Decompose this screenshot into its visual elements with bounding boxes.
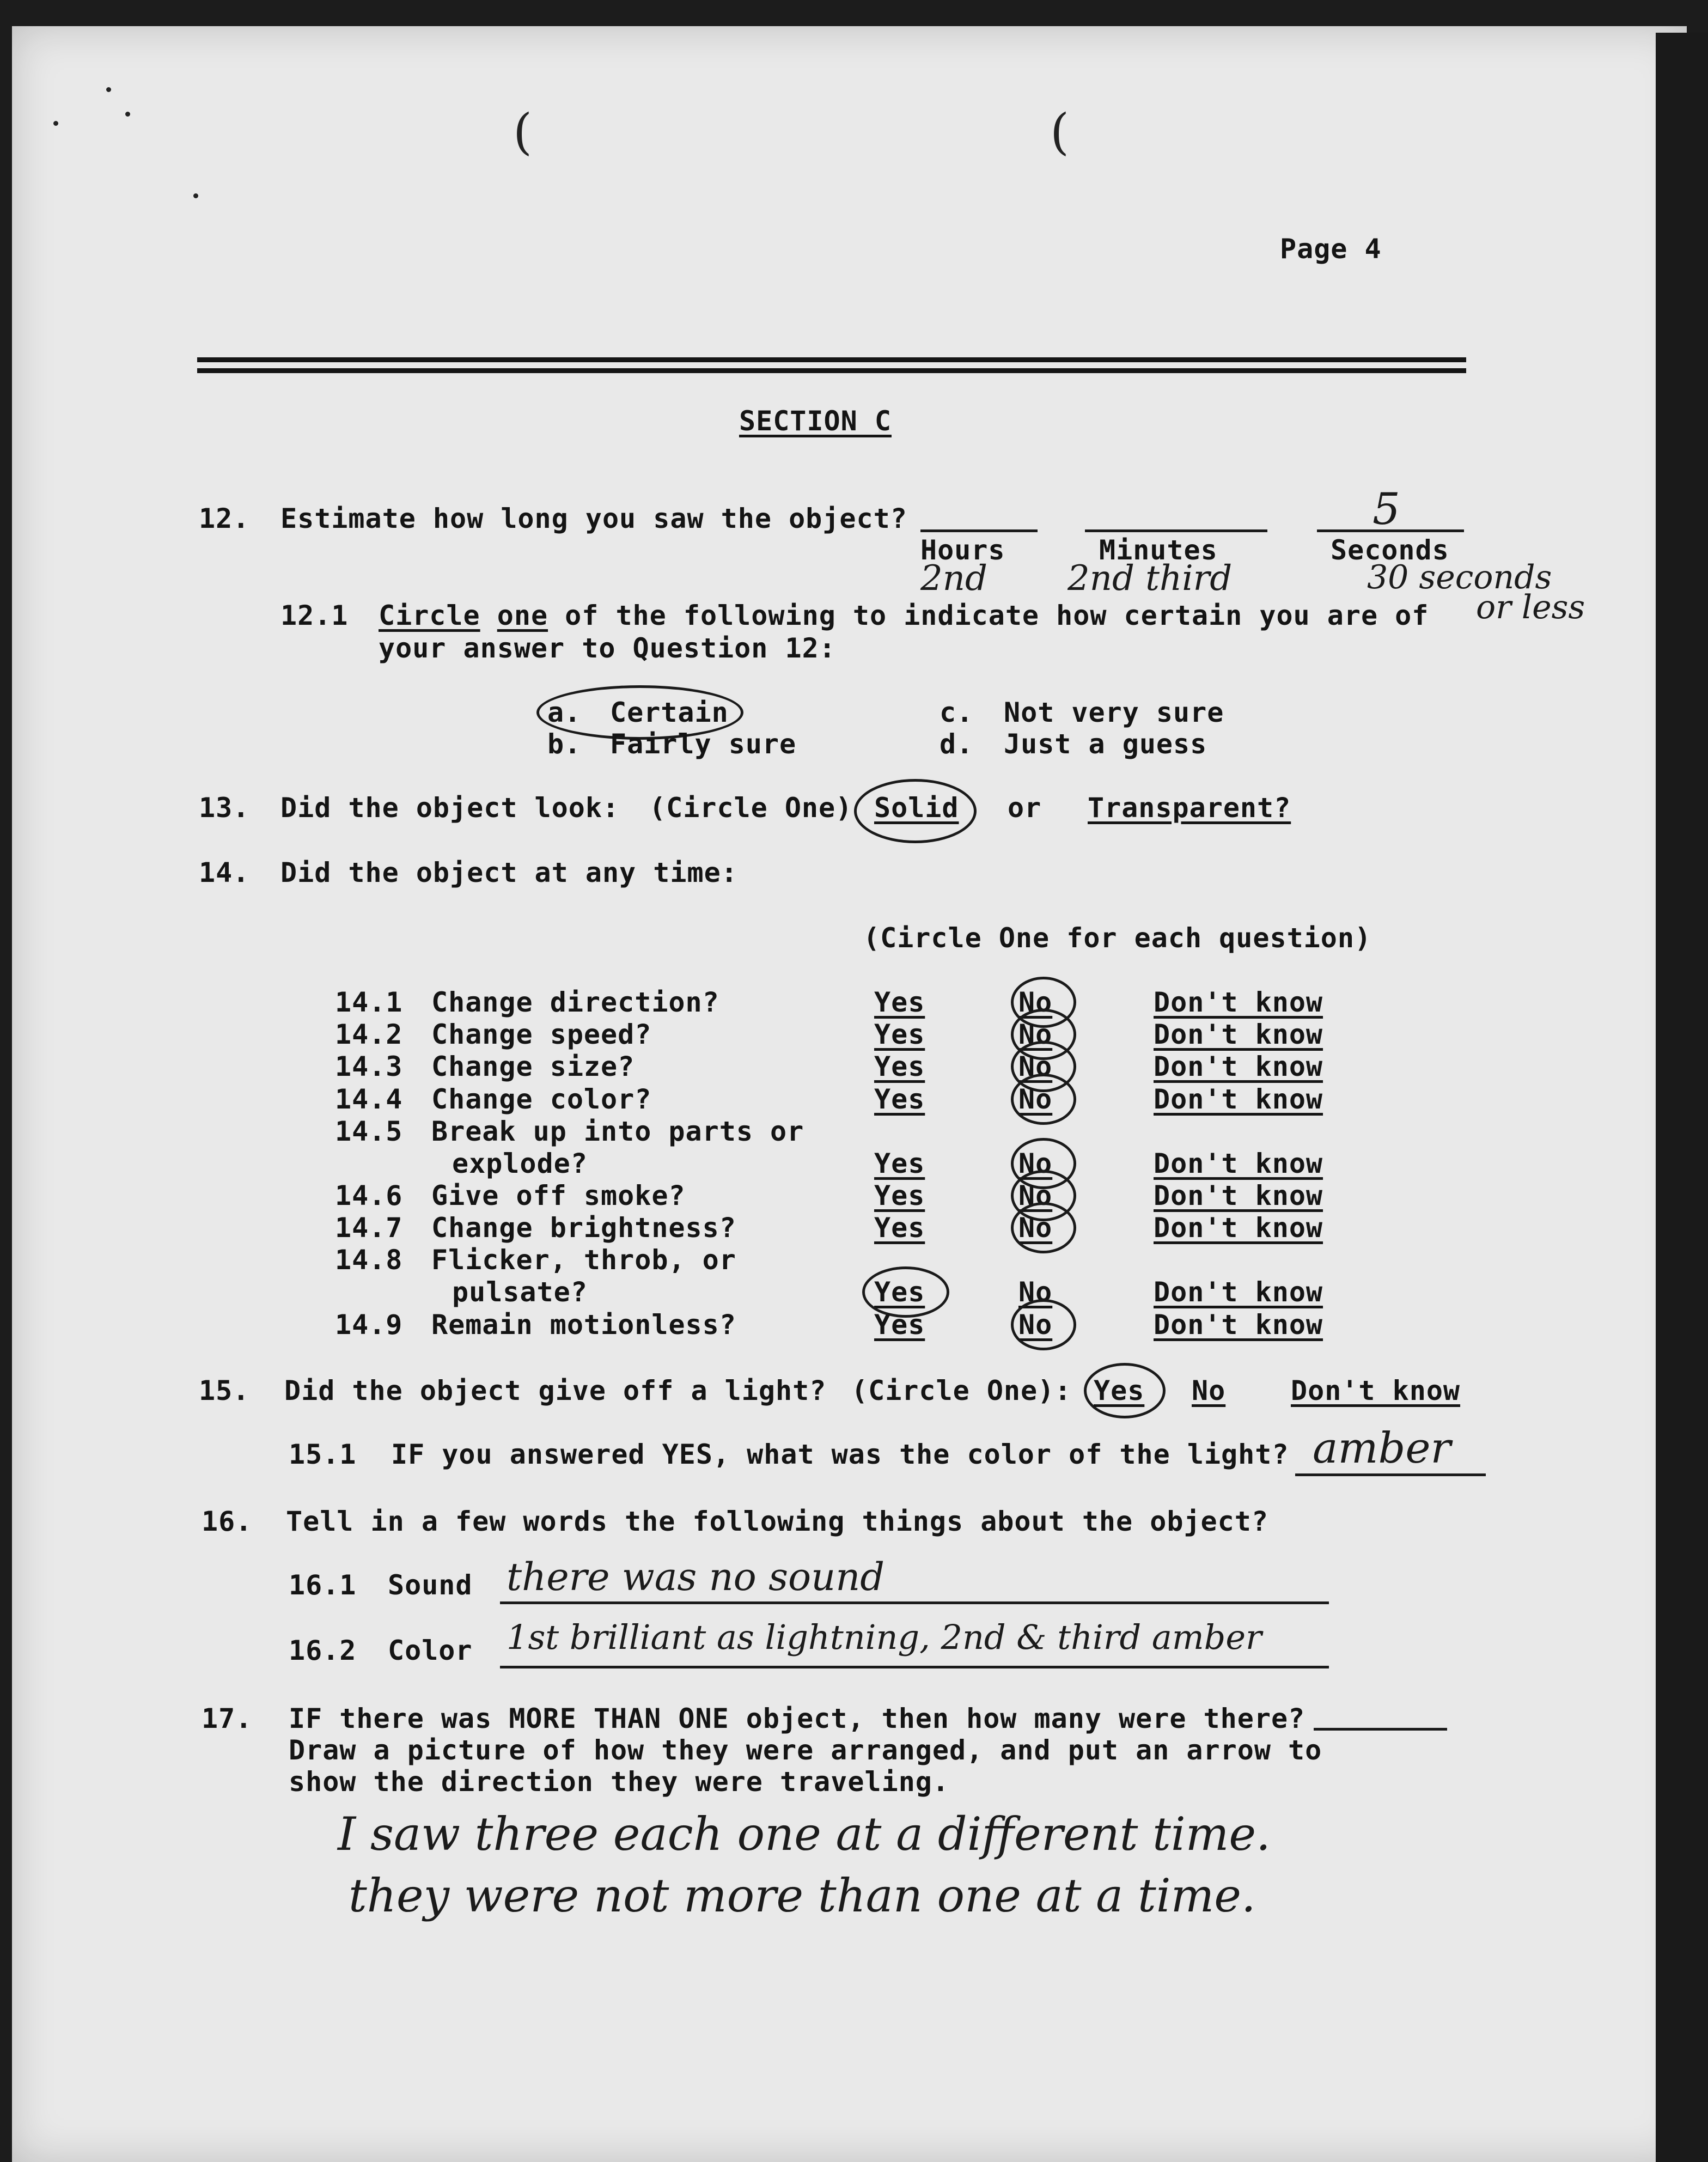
hours-label: Hours — [920, 534, 1005, 566]
q14-option-yes[interactable]: Yes — [874, 1051, 925, 1082]
option-a-label[interactable]: Certain — [610, 697, 729, 728]
q14-item-label: Change direction? — [431, 986, 719, 1018]
page-number: Page 4 — [1280, 233, 1382, 265]
q16-number: 16. — [202, 1506, 253, 1537]
q14-option-dont-know[interactable]: Don't know — [1154, 1083, 1323, 1115]
minutes-label: Minutes — [1099, 534, 1218, 566]
option-c-letter[interactable]: c. — [940, 697, 974, 728]
q14-item-label: Give off smoke? — [431, 1180, 686, 1211]
q14-option-dont-know[interactable]: Don't know — [1154, 986, 1323, 1018]
punch-mark: ( — [513, 103, 533, 161]
q14-option-dont-know[interactable]: Don't know — [1154, 1148, 1323, 1179]
q14-option-no[interactable]: No — [1018, 986, 1053, 1018]
light-color-answer: amber — [1313, 1424, 1451, 1473]
sound-blank[interactable] — [500, 1601, 1329, 1604]
q12-1-text — [379, 602, 1429, 629]
q14-option-yes[interactable]: Yes — [874, 1276, 925, 1308]
q14-instruction: (Circle One for each question) — [863, 922, 1372, 954]
q16-1-number: 16.1 — [289, 1569, 357, 1601]
q14-item-number: 14.7 — [335, 1212, 403, 1244]
header-rule — [197, 357, 1466, 362]
header-rule — [197, 368, 1466, 373]
q16-2-label: Color — [388, 1635, 473, 1666]
q12-1-text-line2: your answer to Question 12: — [379, 632, 836, 664]
q14-option-dont-know[interactable]: Don't know — [1154, 1180, 1323, 1211]
hours-blank[interactable] — [920, 529, 1038, 532]
q17-line1: IF there was MORE THAN ONE object, then how many were there? — [289, 1703, 1306, 1734]
option-d-letter[interactable]: d. — [940, 728, 974, 760]
q15-dont-know[interactable]: Don't know — [1291, 1375, 1461, 1406]
q14-item-label: Flicker, throb, or — [431, 1244, 736, 1276]
q15-instruction: (Circle One): — [851, 1375, 1072, 1406]
q14-item-label: Change color? — [431, 1083, 652, 1115]
q15-1-number: 15.1 — [289, 1439, 357, 1470]
q14-option-no[interactable]: No — [1018, 1051, 1053, 1082]
minutes-blank[interactable] — [1085, 529, 1267, 532]
q14-option-no[interactable]: No — [1018, 1148, 1053, 1179]
q17-line2: Draw a picture of how they were arranged, and put an arrow to — [289, 1734, 1322, 1766]
color-blank[interactable] — [500, 1666, 1329, 1668]
q14-option-yes[interactable]: Yes — [874, 1212, 925, 1244]
q14-option-dont-know[interactable]: Don't know — [1154, 1309, 1323, 1341]
speck — [193, 193, 198, 198]
q14-option-no[interactable]: No — [1018, 1276, 1053, 1308]
light-color-blank[interactable] — [1295, 1473, 1486, 1476]
q12-text: Estimate how long you saw the object? — [280, 503, 907, 534]
q13-text: Did the object look: — [280, 792, 620, 824]
q14-item-label-line2: pulsate? — [452, 1276, 588, 1308]
option-b-label[interactable]: Fairly sure — [610, 728, 797, 760]
q14-option-yes[interactable]: Yes — [874, 1309, 925, 1341]
object-count-blank[interactable] — [1314, 1728, 1447, 1731]
q13-instruction: (Circle One) — [649, 792, 853, 824]
q13-option-solid[interactable]: Solid — [874, 792, 959, 824]
q14-option-yes[interactable]: Yes — [874, 986, 925, 1018]
q14-text: Did the object at any time: — [280, 857, 738, 888]
sound-answer: there was no sound — [507, 1555, 885, 1599]
q14-option-yes[interactable]: Yes — [874, 1180, 925, 1211]
q14-item-number: 14.2 — [335, 1019, 403, 1050]
q12-1-number: 12.1 — [280, 600, 349, 631]
q14-item-number: 14.9 — [335, 1309, 403, 1341]
q14-option-no[interactable]: No — [1018, 1180, 1053, 1211]
q14-option-dont-know[interactable]: Don't know — [1154, 1276, 1323, 1308]
q14-answer-circle — [1011, 1074, 1076, 1125]
q14-item-number: 14.6 — [335, 1180, 403, 1211]
speck — [106, 87, 111, 92]
page-edge-shadow — [1656, 33, 1708, 2162]
q15-no[interactable]: No — [1192, 1375, 1226, 1406]
seconds-label: Seconds — [1331, 534, 1449, 566]
q17-answer-line1: I saw three each one at a different time. — [338, 1807, 1271, 1861]
q14-item-label-line2: explode? — [452, 1148, 588, 1179]
q14-option-no[interactable]: No — [1018, 1212, 1053, 1244]
q14-answer-circle — [1011, 1202, 1076, 1253]
q17-number: 17. — [202, 1703, 253, 1734]
q13-number: 13. — [199, 792, 250, 824]
q14-item-label: Remain motionless? — [431, 1309, 736, 1341]
q14-item-number: 14.4 — [335, 1083, 403, 1115]
hours-note: 2nd — [920, 558, 987, 599]
seconds-note-2: or less — [1476, 588, 1585, 626]
q14-number: 14. — [199, 857, 250, 888]
q14-item-label: Change speed? — [431, 1019, 652, 1050]
section-title: SECTION C — [739, 405, 892, 437]
seconds-note: 30 seconds — [1367, 558, 1552, 596]
q14-option-yes[interactable]: Yes — [874, 1083, 925, 1115]
q15-1-text: IF you answered YES, what was the color of the light? — [391, 1439, 1289, 1470]
q15-yes[interactable]: Yes — [1094, 1375, 1145, 1406]
option-a-letter[interactable]: a. — [547, 697, 582, 728]
color-answer: 1st brilliant as lightning, 2nd & third amber — [507, 1617, 1262, 1657]
q14-item-number: 14.8 — [335, 1244, 403, 1276]
q14-item-label: Change brightness? — [431, 1212, 736, 1244]
q16-1-label: Sound — [388, 1569, 473, 1601]
circle-word: Circle — [379, 600, 480, 631]
option-b-letter[interactable]: b. — [547, 728, 582, 760]
one-word: one — [497, 600, 548, 631]
q14-item-number: 14.3 — [335, 1051, 403, 1082]
q16-2-number: 16.2 — [289, 1635, 357, 1666]
q14-answer-circle — [1011, 1299, 1076, 1350]
q14-option-no[interactable]: No — [1018, 1309, 1053, 1341]
q14-item-number: 14.1 — [335, 986, 403, 1018]
q14-option-dont-know[interactable]: Don't know — [1154, 1212, 1323, 1244]
q16-text: Tell in a few words the following things about the object? — [286, 1506, 1268, 1537]
q14-item-label: Change size? — [431, 1051, 635, 1082]
q14-option-no[interactable]: No — [1018, 1019, 1053, 1050]
q14-option-yes[interactable]: Yes — [874, 1148, 925, 1179]
q15-number: 15. — [199, 1375, 250, 1406]
q13-or: or — [1008, 792, 1042, 824]
q14-option-dont-know[interactable]: Don't know — [1154, 1019, 1323, 1050]
speck — [125, 112, 130, 117]
q12-number: 12. — [199, 503, 250, 534]
q14-option-yes[interactable]: Yes — [874, 1019, 925, 1050]
q14-option-no[interactable]: No — [1018, 1083, 1053, 1115]
q17-line3: show the direction they were traveling. — [289, 1766, 949, 1798]
q14-option-dont-know[interactable]: Don't know — [1154, 1051, 1323, 1082]
q14-item-number: 14.5 — [335, 1116, 403, 1147]
q12-1-text-rest: of the following to indicate how certain you are of — [548, 600, 1429, 631]
q13-option-transparent[interactable]: Transparent? — [1088, 792, 1291, 824]
minutes-note: 2nd third — [1068, 558, 1233, 599]
seconds-answer: 5 — [1372, 484, 1400, 534]
q14-item-label: Break up into parts or — [431, 1116, 804, 1147]
option-c-label[interactable]: Not very sure — [1004, 697, 1224, 728]
option-d-label[interactable]: Just a guess — [1004, 728, 1207, 760]
q15-text: Did the object give off a light? — [284, 1375, 827, 1406]
q17-answer-line2: they were not more than one at a time. — [349, 1869, 1256, 1922]
punch-mark: ( — [1050, 103, 1070, 161]
speck — [53, 121, 58, 126]
